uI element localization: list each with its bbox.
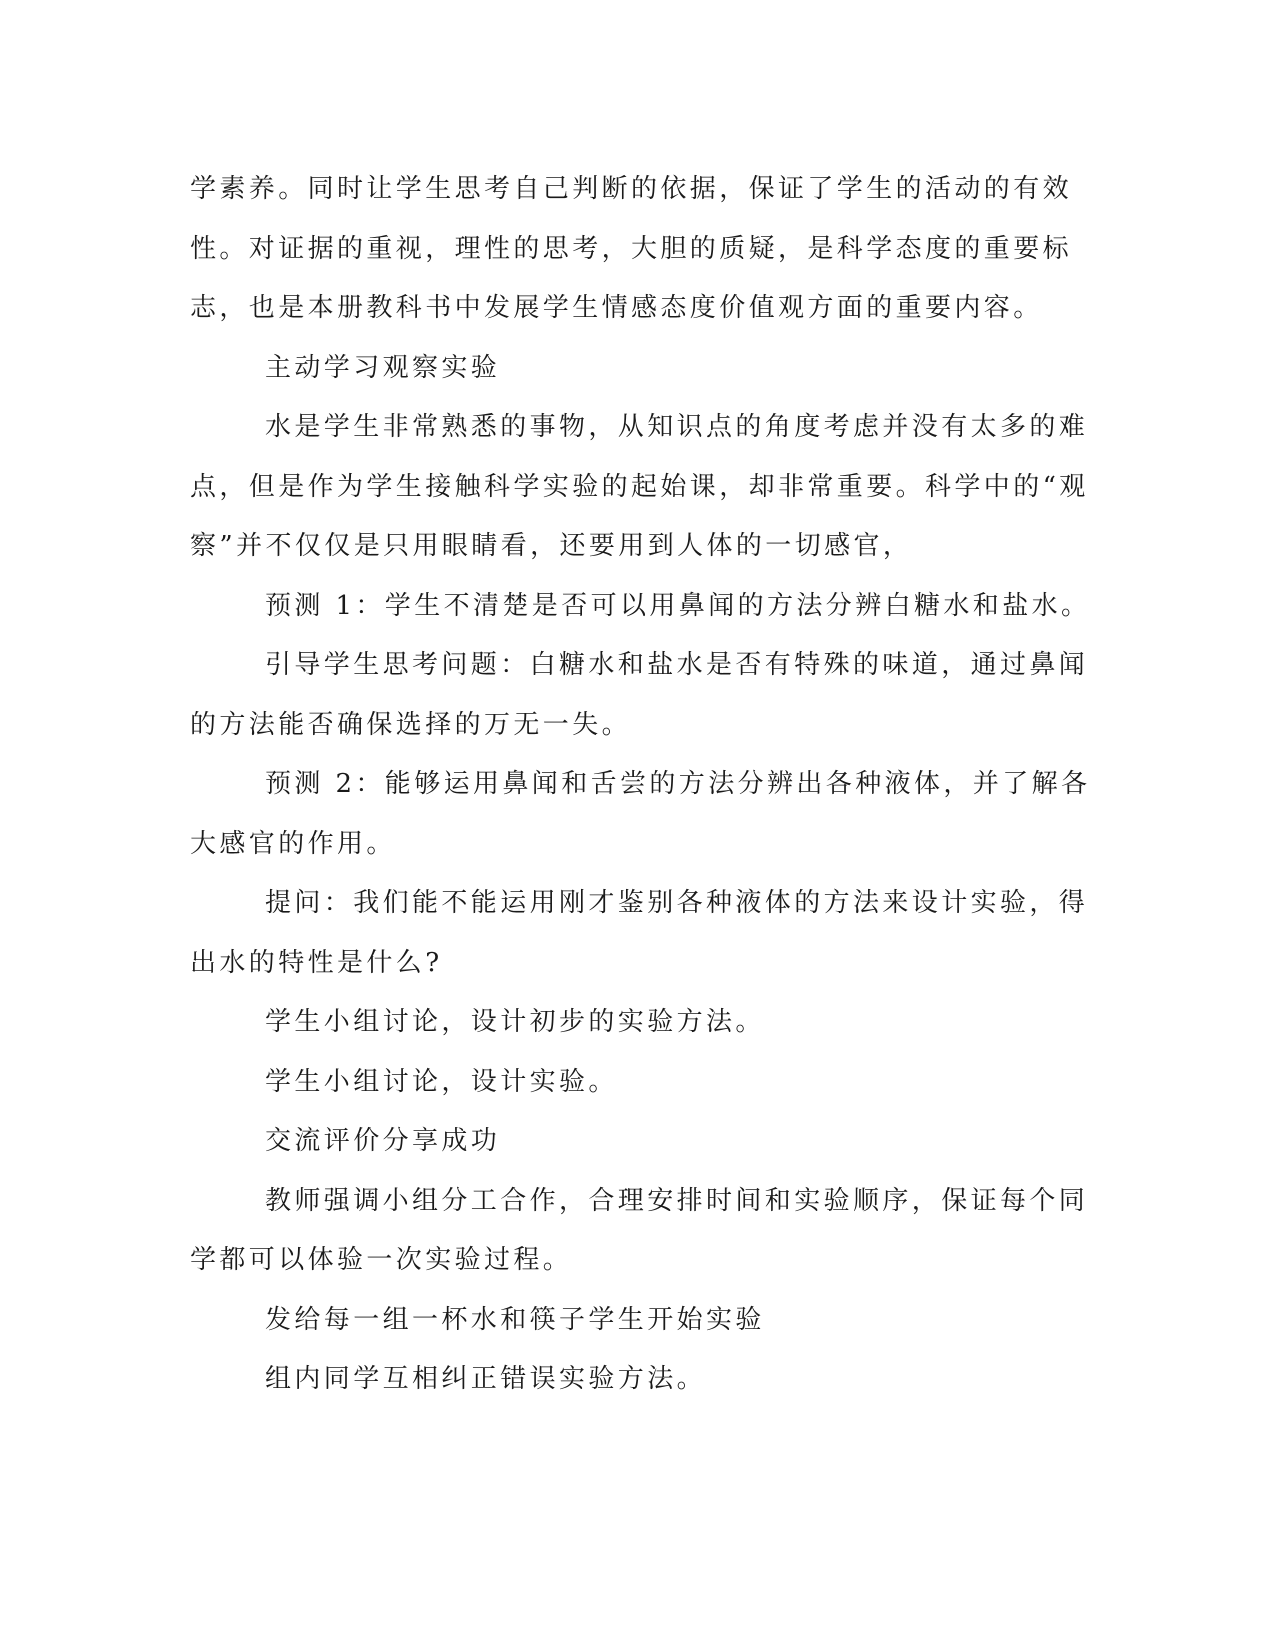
text-line: 察”并不仅仅是只用眼睛看，还要用到人体的一切感官， (190, 531, 913, 561)
text-line: 学生小组讨论，设计初步的实验方法。 (265, 1007, 765, 1037)
text-line: 预测 2：能够运用鼻闻和舌尝的方法分辨出各种液体，并了解各 (265, 769, 1091, 799)
text-line: 学素养。同时让学生思考自己判断的依据，保证了学生的活动的有效 (190, 174, 1073, 204)
text-line: 提问：我们能不能运用刚才鉴别各种液体的方法来设计实验，得 (265, 888, 1089, 918)
section-heading: 交流评价分享成功 (265, 1126, 501, 1156)
text-line: 教师强调小组分工合作，合理安排时间和实验顺序，保证每个同 (265, 1185, 1089, 1216)
text-line: 志，也是本册教科书中发展学生情感态度价值观方面的重要内容。 (190, 293, 1043, 323)
text-line: 引导学生思考问题：白糖水和盐水是否有特殊的味道，通过鼻闻 (265, 650, 1089, 680)
text-line: 大感官的作用。 (190, 828, 396, 859)
section-heading: 主动学习观察实验 (265, 352, 501, 383)
text-line: 组内同学互相纠正错误实验方法。 (265, 1364, 707, 1394)
text-line: 预测 1：学生不清楚是否可以用鼻闻的方法分辨白糖水和盐水。 (265, 590, 1091, 621)
text-line: 性。对证据的重视，理性的思考，大胆的质疑，是科学态度的重要标 (190, 233, 1073, 264)
text-line: 发给每一组一杯水和筷子学生开始实验 (265, 1304, 765, 1335)
text-line: 点，但是作为学生接触科学实验的起始课，却非常重要。科学中的“观 (190, 471, 1089, 502)
text-line: 的方法能否确保选择的万无一失。 (190, 709, 632, 740)
text-line: 出水的特性是什么? (190, 947, 443, 978)
text-line: 学生小组讨论，设计实验。 (265, 1066, 618, 1097)
document-body (190, 160, 1091, 1410)
text-line: 水是学生非常熟悉的事物，从知识点的角度考虑并没有太多的难 (265, 412, 1089, 442)
text-line: 学都可以体验一次实验过程。 (190, 1245, 573, 1275)
